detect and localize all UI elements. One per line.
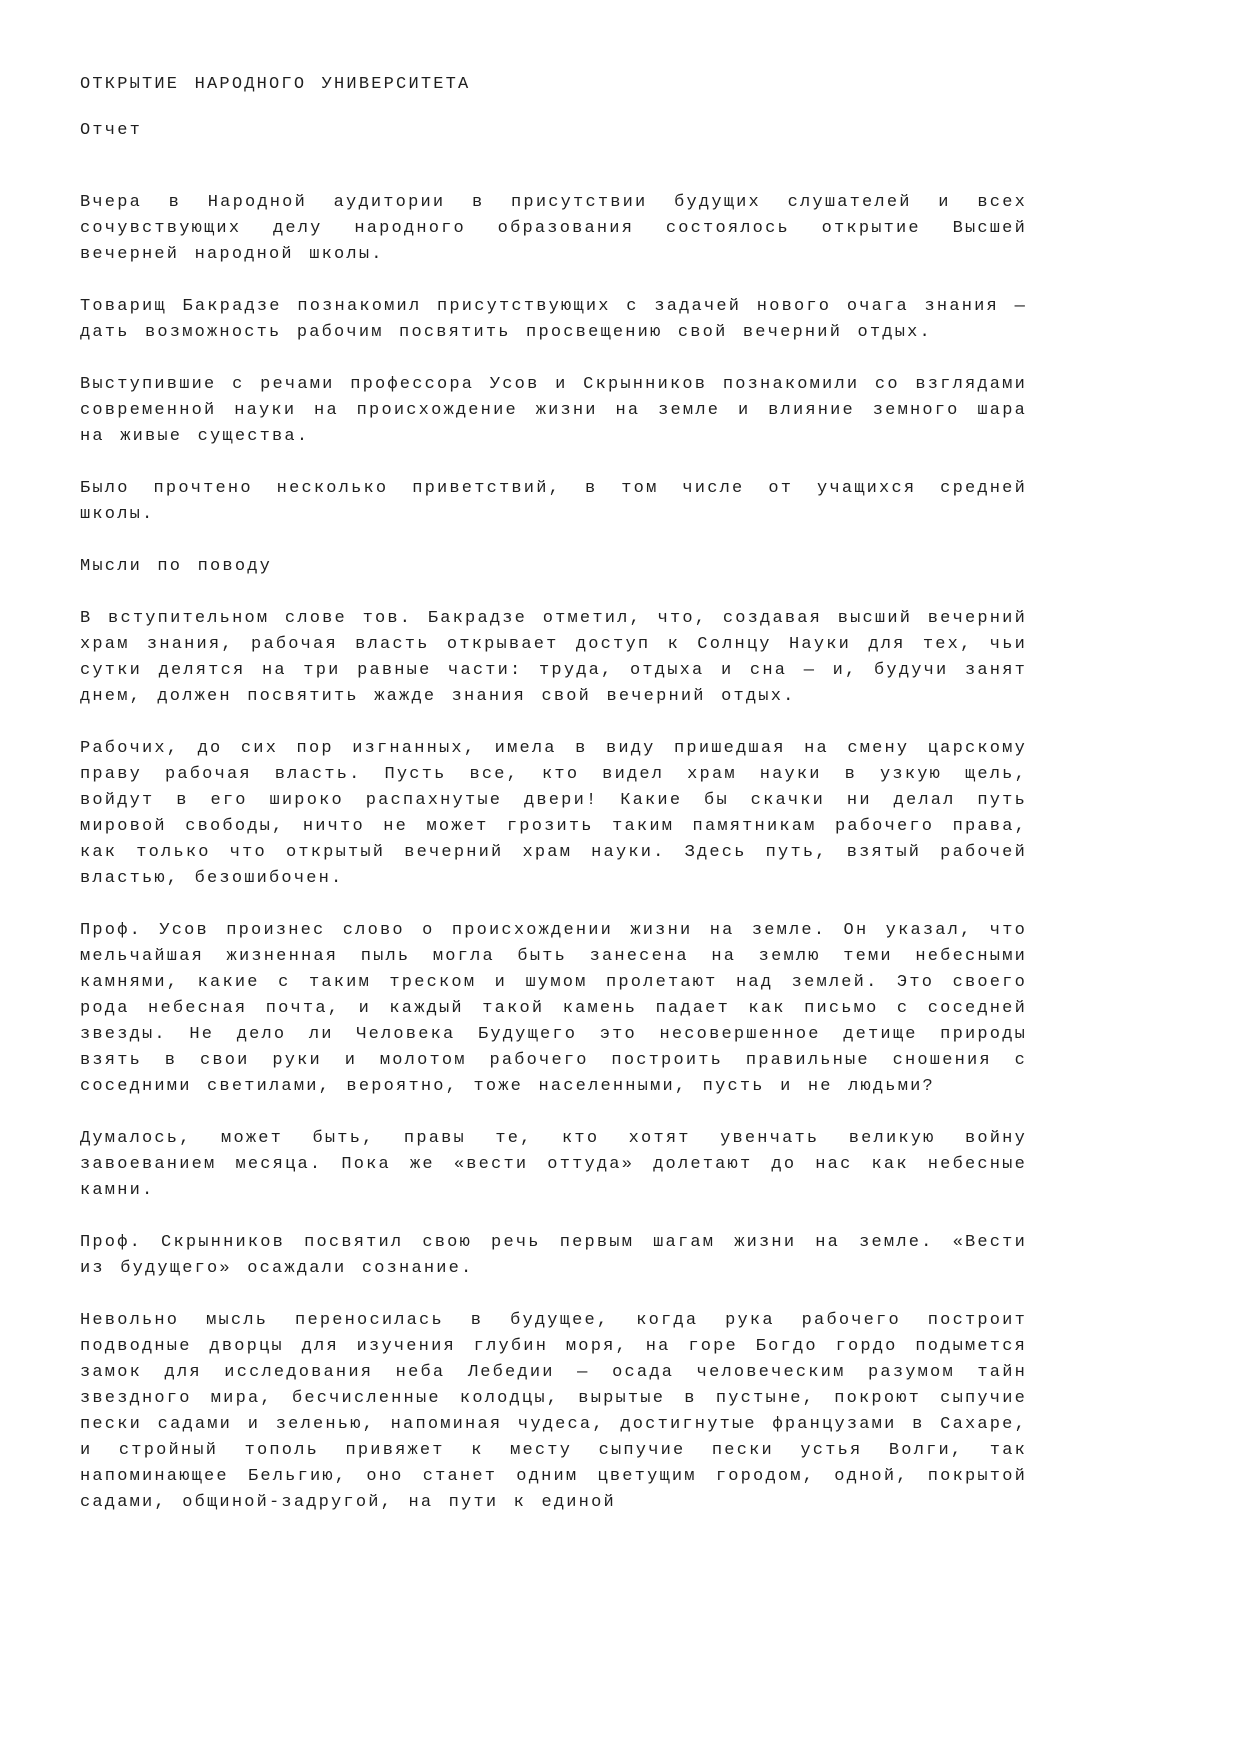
paragraph: Невольно мысль переносилась в будущее, когда рука рабочего построит подводные дворцы для изучения глубин моря, на горе Богдо гордо подымется замок для исследования неба Лебедии — осада человеческим разумом тайн звездного мира, бесчисленные колодцы, вырытые в пустыне, покроют сыпучие пески садами и зеленью, напоминая чудеса, достигнутые французами в Сахаре, и стройный тополь привяжет к месту сыпучие пески устья Волги, так напоминающее Бельгию, оно станет одним цветущим городом, одной, покрытой садами, общиной-задругой, на пути к единой [80,1311,1027,1512]
paragraph: В вступительном слове тов. Бакрадзе отметил, что, создавая высший вечерний храм знания, рабочая власть открывает доступ к Солнцу Науки для тех, чьи сутки делятся на три равные части: труда, отдыха и сна — и, будучи занят днем, должен посвятить жажде знания свой вечерний отдых. [80,609,1027,706]
paragraph: Было прочтено несколько приветствий, в том числе от учащихся средней школы. [80,479,1027,524]
document-title: ОТКРЫТИЕ НАРОДНОГО УНИВЕРСИТЕТА [80,75,471,94]
paragraph: Товарищ Бакрадзе познакомил присутствующих с задачей нового очага знания — дать возможность рабочим посвятить просвещению свой вечерний отдых. [80,297,1027,342]
paragraph: Думалось, может быть, правы те, кто хотят увенчать великую войну завоеванием месяца. Пока же «вести оттуда» долетают до нас как небесные камни. [80,1129,1027,1200]
paragraph: Выступившие с речами профессора Усов и Скрынников познакомили со взглядами современной науки на происхождение жизни на земле и влияние земного шара на живые существа. [80,375,1027,446]
paragraph: Рабочих, до сих пор изгнанных, имела в виду пришедшая на смену царскому праву рабочая власть. Пусть все, кто видел храм науки в узкую щель, войдут в его широко распахнутые двери! Какие бы скачки ни делал путь мировой свободы, ничто не может грозить таким памятникам рабочего права, как только что открытый вечерний храм науки. Здесь путь, взятый рабочей властью, безошибочен. [80,739,1027,888]
paragraph: Вчера в Народной аудитории в присутствии будущих слушателей и всех сочувствующих делу народного образования состоялось открытие Высшей вечерней народной школы. [80,193,1027,264]
section-heading: Мысли по поводу [80,557,273,576]
document-subtitle: Отчет [80,121,143,140]
paragraph: Проф. Скрынников посвятил свою речь первым шагам жизни на земле. «Вести из будущего» осаждали сознание. [80,1233,1027,1278]
paragraph: Проф. Усов произнес слово о происхождении жизни на земле. Он указал, что мельчайшая жизненная пыль могла быть занесена на землю теми небесными камнями, какие с таким треском и шумом пролетают над землей. Это своего рода небесная почта, и каждый такой камень падает как письмо с соседней звезды. Не дело ли Человека Будущего это несовершенное детище природы взять в свои руки и молотом рабочего построить правильные сношения с соседними светилами, вероятно, тоже населенными, пусть и не людьми? [80,921,1027,1096]
